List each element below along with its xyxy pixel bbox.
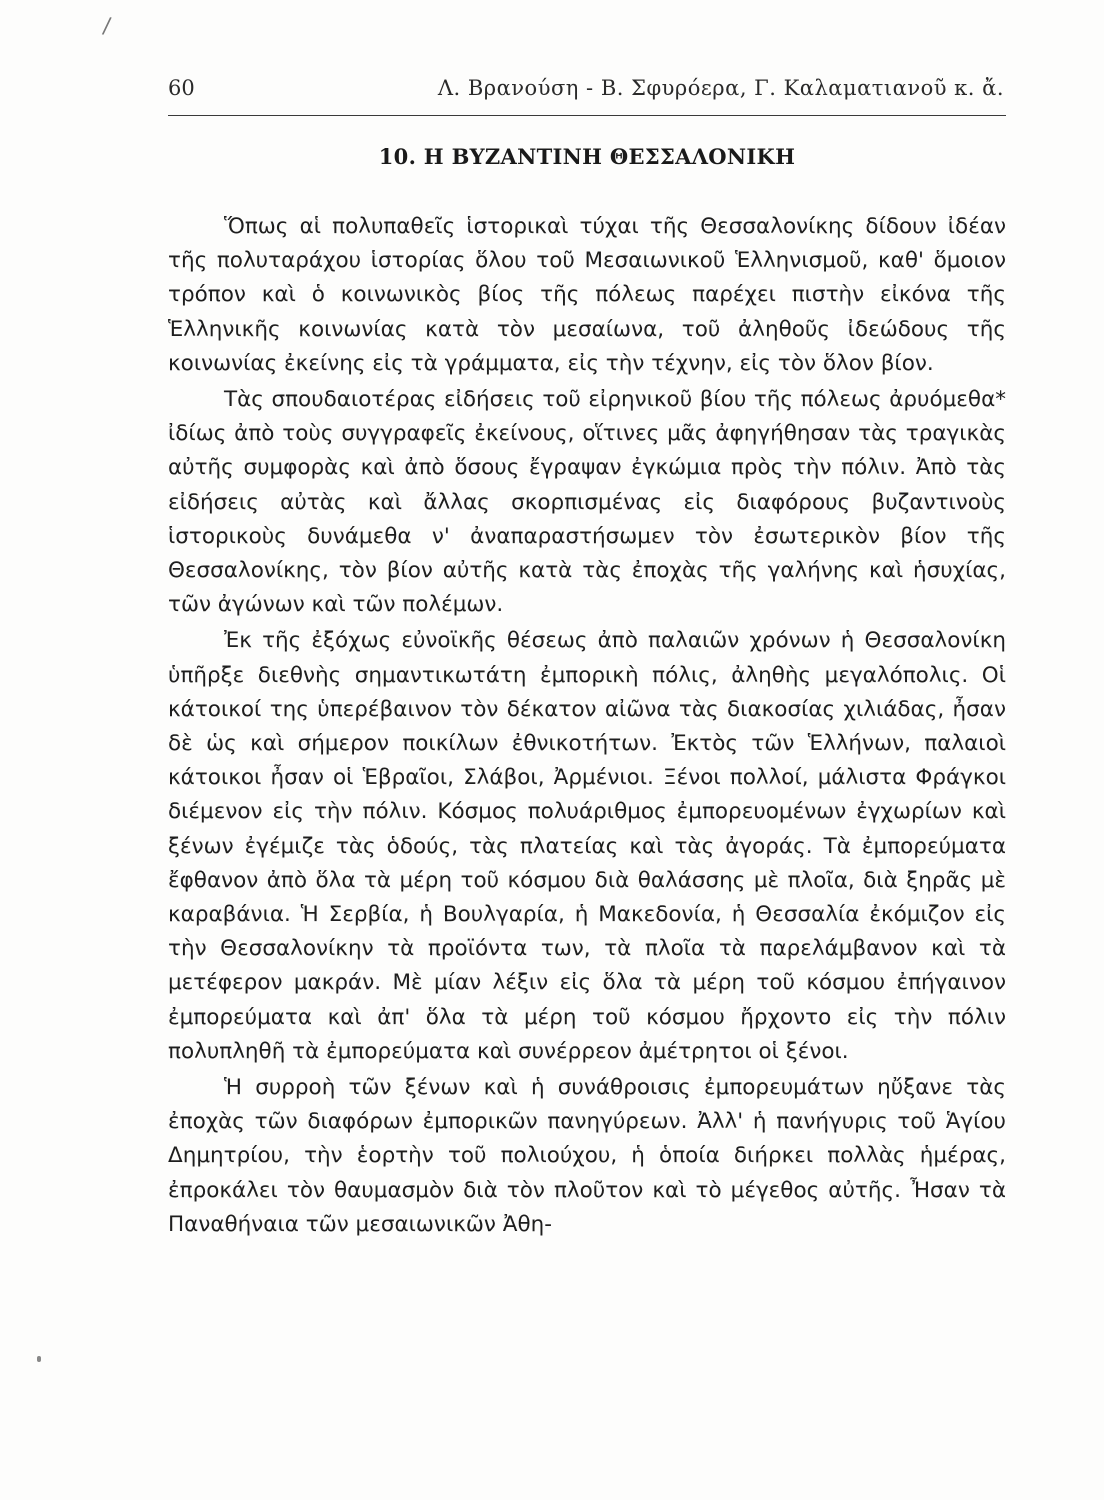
running-title: Λ. Βρανούση - Β. Σφυρόερα, Γ. Καλαματιανοῦ κ. ἄ.	[437, 76, 1004, 100]
chapter-title: 10. Η ΒΥΖΑΝΤΙΝΗ ΘΕΣΣΑΛΟΝΙΚΗ	[378, 144, 796, 169]
paragraph-4: Ἡ συρροὴ τῶν ξένων καὶ ἡ συνάθροισις ἐμπορευμάτων ηὔξανε τὰς ἐποχὰς τῶν διαφόρων ἐμπορικῶν πανηγύρεων. Ἀλλ' ἡ πανήγυρις τοῦ Ἁγίου Δημητρίου, τὴν ἑορτὴν τοῦ πολιούχου, ἡ ὁποία διήρκει πολλὰς ἡμέρας, ἐπροκάλει τὸν θαυμασμὸν διὰ τὸν πλοῦτον καὶ τὸ μέγεθος αὐτῆς. Ἦσαν τὰ Παναθήναια τῶν μεσαιωνικῶν Ἀθη-	[168, 1075, 1006, 1237]
body-text	[168, 210, 1006, 1242]
running-head	[168, 76, 1008, 110]
paragraph-2: Τὰς σπουδαιοτέρας εἰδήσεις τοῦ εἰρηνικοῦ βίου τῆς πόλεως ἀρυόμεθα* ἰδίως ἀπὸ τοὺς συγγραφεῖς ἐκείνους, οἵτινες μᾶς ἀφηγήθησαν τὰς τραγικὰς αὐτῆς συμφορὰς καὶ ἀπὸ ὅσους ἔγραψαν ἐγκώμια πρὸς τὴν πόλιν. Ἀπὸ τὰς εἰδήσεις αὐτὰς καὶ ἄλλας σκορπισμένας εἰς διαφόρους βυζαντινοὺς ἱστορικοὺς δυνάμεθα ν' ἀναπαραστήσωμεν τὸν ἐσωτερικὸν βίον τῆς Θεσσαλονίκης, τὸν βίον αὐτῆς κατὰ τὰς ἐποχὰς τῆς γαλήνης καὶ ἡσυχίας, τῶν ἀγώνων καὶ τῶν πολέμων.	[168, 387, 1006, 618]
paragraph-3: Ἐκ τῆς ἐξόχως εὐνοϊκῆς θέσεως ἀπὸ παλαιῶν χρόνων ἡ Θεσσαλονίκη ὑπῆρξε διεθνὴς σημαντικωτάτη ἐμπορικὴ πόλις, ἀληθὴς μεγαλόπολις. Οἱ κάτοικοί της ὑπερέβαινον τὸν δέκατον αἰῶνα τὰς διακοσίας χιλιάδας, ἦσαν δὲ ὡς καὶ σήμερον ποικίλων ἐθνικοτήτων. Ἐκτὸς τῶν Ἑλλήνων, παλαιοὶ κάτοικοι ἦσαν οἱ Ἑβραῖοι, Σλάβοι, Ἀρμένιοι. Ξένοι πολλοί, μάλιστα Φράγκοι διέμενον εἰς τὴν πόλιν. Κόσμος πολυάριθμος ἐμπορευομένων ἐγχωρίων καὶ ξένων ἐγέμιζε τὰς ὁδούς, τὰς πλατείας καὶ τὰς ἀγοράς. Τὰ ἐμπορεύματα ἔφθανον ἀπὸ ὅλα τὰ μέρη τοῦ κόσμου διὰ θαλάσσης μὲ πλοῖα, διὰ ξηρᾶς μὲ καραβάνια. Ἡ Σερβία, ἡ Βουλγαρία, ἡ Μακεδονία, ἡ Θεσσαλία ἐκόμιζον εἰς τὴν Θεσσαλονίκην τὰ προϊόντα των, τὰ πλοῖα τὰ παρελάμβανον καὶ τὰ μετέφερον μακράν. Μὲ μίαν λέξιν εἰς ὅλα τὰ μέρη τοῦ κόσμου ἐπήγαινον ἐμπορεύματα καὶ ἀπ' ὅλα τὰ μέρη τοῦ κόσμου ἤρχοντο εἰς τὴν πόλιν πολυπληθῆ τὰ ἐμπορεύματα καὶ συνέρρεον ἀμέτρητοι οἱ ξένοι.	[168, 628, 1006, 1064]
header-rule	[168, 115, 1006, 116]
pen-mark: /	[101, 13, 113, 40]
margin-speck	[37, 1356, 41, 1362]
page-number: 60	[168, 76, 195, 100]
paragraph-1: Ὅπως αἱ πολυπαθεῖς ἱστορικαὶ τύχαι τῆς Θεσσαλονίκης δίδουν ἰδέαν τῆς πολυταράχου ἱστορίας ὅλου τοῦ Μεσαιωνικοῦ Ἑλληνισμοῦ, καθ' ὅμοιον τρόπον καὶ ὁ κοινωνικὸς βίος τῆς πόλεως παρέχει πιστὴν εἰκόνα τῆς Ἑλληνικῆς κοινωνίας κατὰ τὸν μεσαίωνα, τοῦ ἀληθοῦς ἰδεώδους τῆς κοινωνίας ἐκείνης εἰς τὰ γράμματα, εἰς τὴν τέχνην, εἰς τὸν ὅλον βίον.	[168, 214, 1006, 376]
